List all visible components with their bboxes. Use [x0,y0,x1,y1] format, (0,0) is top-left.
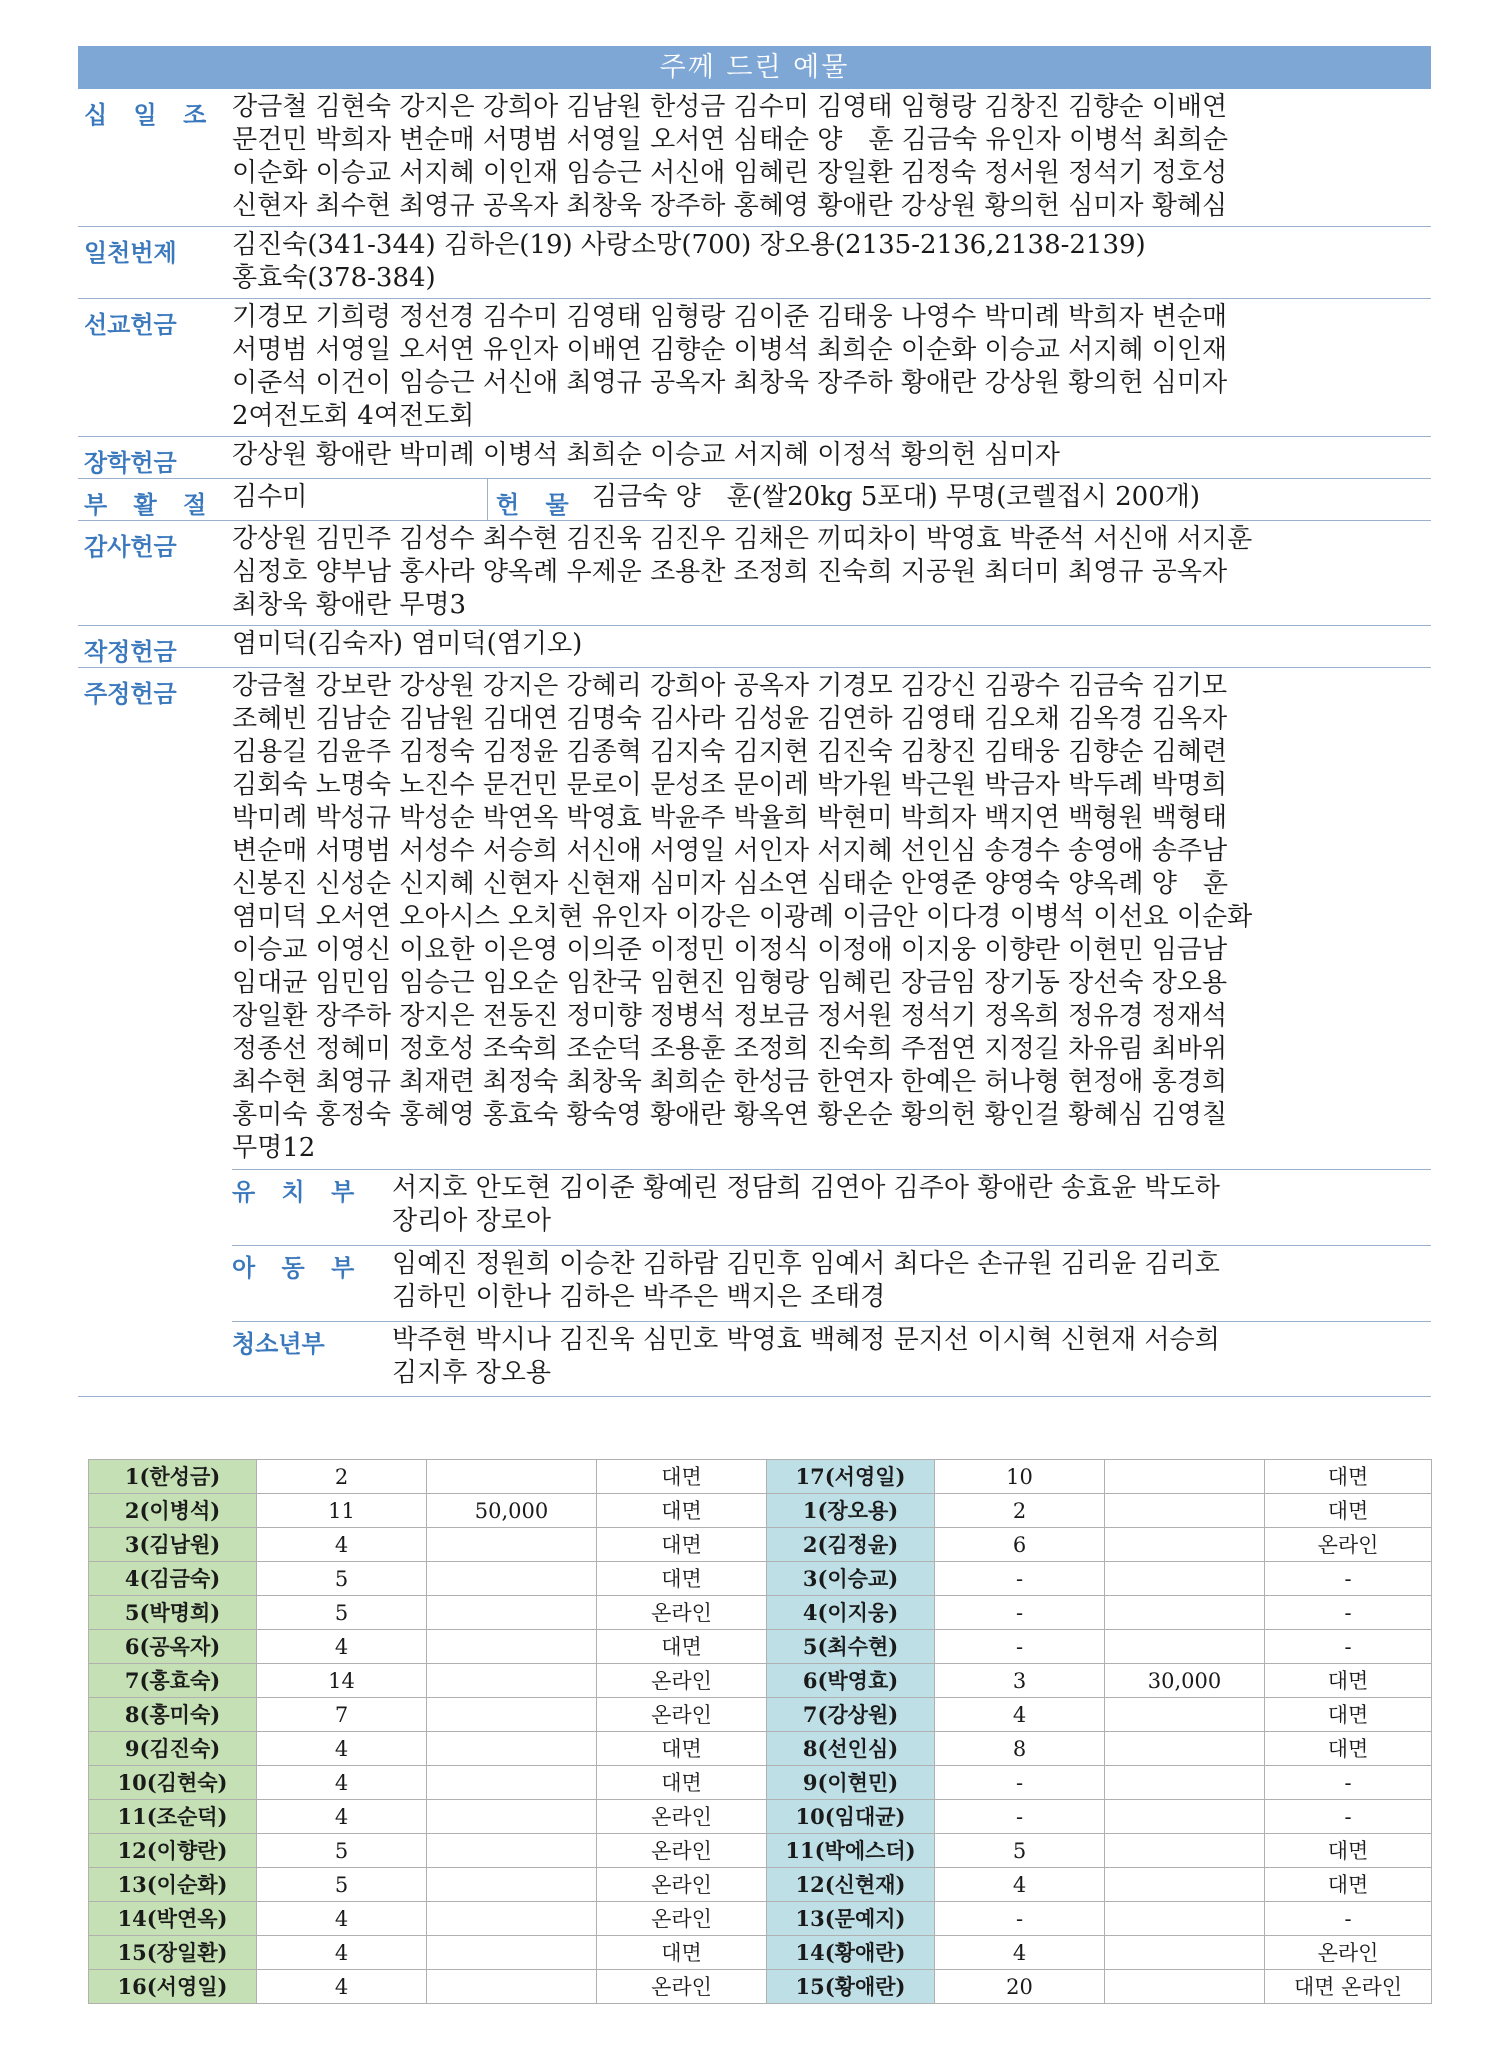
amount-cell [427,1834,597,1868]
count-cell: 5 [257,1834,427,1868]
group-name-cell: 10(임대균) [767,1800,935,1834]
count-cell: 4 [257,1800,427,1834]
table-row [89,1834,1432,1868]
name-line: 염미덕 오서연 오아시스 오치현 유인자 이강은 이광례 이금안 이다경 이병석 이선요 이순화 [232,902,1253,932]
group-name-cell: 4(김금숙) [89,1562,257,1596]
name-line: 장리아 장로아 [392,1206,551,1236]
group-name-cell: 10(김현숙) [89,1766,257,1800]
mode-cell: 대면 [1265,1834,1432,1868]
name-list [228,227,1431,298]
section-mission [78,299,1431,437]
count-cell: 2 [935,1494,1105,1528]
offering-goods-label: 헌 물 [496,491,578,519]
group-name-cell: 3(이승교) [767,1562,935,1596]
section-label: 감사헌금 [84,533,177,561]
mode-cell: 온라인 [597,1902,767,1936]
name-list [228,626,1431,667]
subsection-youth [232,1321,1431,1393]
count-cell: 4 [935,1698,1105,1732]
page-title: 주께 드린 예물 [78,46,1431,89]
amount-cell [427,1528,597,1562]
name-line: 서지호 안도현 김이준 황예린 정담희 김연아 김주아 황애란 송효윤 박도하 [392,1173,1220,1203]
group-name-cell: 6(공옥자) [89,1630,257,1664]
group-name-cell: 15(황애란) [767,1970,935,2004]
count-cell: 2 [257,1460,427,1494]
name-line: 최수현 최영규 최재련 최정숙 최창욱 최희순 한성금 한연자 한예은 허나형 현정애 홍경희 [232,1067,1228,1097]
group-name-cell: 12(신현재) [767,1868,935,1902]
section-label: 장학헌금 [84,449,177,477]
group-name-cell: 4(이지웅) [767,1596,935,1630]
section-easter [78,479,1431,521]
section-label: 일천번제 [84,239,177,267]
subsection-label: 청소년부 [232,1330,325,1358]
name-line: 임예진 정원희 이승찬 김하람 김민후 임예서 최다은 손규원 김리윤 김리호 [392,1249,1220,1279]
mode-cell: 대면 [597,1494,767,1528]
count-cell: 4 [935,1868,1105,1902]
name-line: 이준석 이건이 임승근 서신애 최영규 공옥자 최창욱 장주하 황애란 강상원 황의헌 심미자 [232,368,1228,398]
count-cell: 4 [257,1732,427,1766]
amount-cell [1105,1494,1265,1528]
count-cell: 4 [935,1936,1105,1970]
mode-cell: - [1265,1800,1432,1834]
amount-cell [1105,1766,1265,1800]
mode-cell: 대면 [1265,1732,1432,1766]
table-row [89,1902,1432,1936]
section-label: 작정헌금 [84,638,177,666]
name-list [228,299,1431,436]
mode-cell: 대면 [597,1562,767,1596]
count-cell: - [935,1766,1105,1800]
group-name-cell: 5(박명희) [89,1596,257,1630]
amount-cell [427,1732,597,1766]
name-line: 박주현 박시나 김진욱 심민호 박영효 백혜정 문지선 이시혁 신현재 서승희 [392,1325,1220,1355]
count-cell: 5 [935,1834,1105,1868]
mode-cell: 대면 [1265,1664,1432,1698]
count-cell: 4 [257,1766,427,1800]
group-name-cell: 3(김남원) [89,1528,257,1562]
group-name-cell: 5(최수현) [767,1630,935,1664]
name-line: 김하민 이한나 김하은 박주은 백지은 조태경 [392,1282,886,1312]
amount-cell [1105,1630,1265,1664]
name-line: 심정호 양부남 홍사라 양옥례 우제운 조용찬 조정희 진숙희 지공원 최더미 최영규 공옥자 [232,557,1228,587]
mode-cell: 온라인 [1265,1936,1432,1970]
mode-cell: 대면 [1265,1868,1432,1902]
name-line: 신봉진 신성순 신지혜 신현자 신현재 심미자 심소연 심태순 안영준 양영숙 양옥례 양 훈 [232,869,1228,899]
name-line: 김회숙 노명숙 노진수 문건민 문로이 문성조 문이레 박가원 박근원 박금자 박두례 박명희 [232,770,1228,800]
mode-cell: 온라인 [597,1800,767,1834]
name-line: 강상원 김민주 김성수 최수현 김진욱 김진우 김채은 끼띠차이 박영효 박준석 서신애 서지훈 [232,524,1253,554]
name-list [228,668,1431,1396]
group-name-cell: 9(김진숙) [89,1732,257,1766]
section-label: 주정헌금 [84,680,177,708]
count-cell: 3 [935,1664,1105,1698]
section-ilcheon [78,227,1431,299]
group-name-cell: 14(박연옥) [89,1902,257,1936]
count-cell: 7 [257,1698,427,1732]
name-list [392,1246,1431,1317]
section-tithe [78,89,1431,227]
name-line: 김지후 장오용 [392,1358,551,1388]
mode-cell: 대면 [1265,1494,1432,1528]
attendance-table [88,1459,1432,2004]
count-cell: - [935,1630,1105,1664]
amount-cell [1105,1800,1265,1834]
group-name-cell: 2(이병석) [89,1494,257,1528]
name-line: 김용길 김윤주 김정숙 김정윤 김종혁 김지숙 김지현 김진숙 김창진 김태웅 김향순 김혜련 [232,737,1228,767]
table-row [89,1562,1432,1596]
mode-cell: 온라인 [597,1664,767,1698]
mode-cell: - [1265,1596,1432,1630]
amount-cell [1105,1970,1265,2004]
group-name-cell: 6(박영효) [767,1664,935,1698]
table-row [89,1630,1432,1664]
name-line: 기경모 기희령 정선경 김수미 김영태 임형랑 김이준 김태웅 나영수 박미례 박희자 변순매 [232,302,1228,332]
amount-cell [427,1970,597,2004]
table-row [89,1664,1432,1698]
section-label: 부 활 절 [84,491,216,519]
group-name-cell: 8(선인심) [767,1732,935,1766]
table-row [89,1970,1432,2004]
section-label: 십 일 조 [84,101,216,129]
group-name-cell: 8(홍미숙) [89,1698,257,1732]
amount-cell [427,1562,597,1596]
group-name-cell: 12(이향란) [89,1834,257,1868]
amount-cell [427,1868,597,1902]
easter-names: 김수미 [228,479,488,520]
subsection-kindergarten [232,1169,1431,1241]
count-cell: - [935,1596,1105,1630]
amount-cell [1105,1732,1265,1766]
name-line: 강금철 김현숙 강지은 강희아 김남원 한성금 김수미 김영태 임형랑 김창진 김향순 이배연 [232,92,1228,122]
group-name-cell: 1(한성금) [89,1460,257,1494]
table-row [89,1936,1432,1970]
amount-cell [1105,1902,1265,1936]
name-line: 강상원 황애란 박미례 이병석 최희순 이승교 서지혜 이정석 황의헌 심미자 [232,440,1060,470]
mode-cell: 대면 [597,1630,767,1664]
mode-cell: - [1265,1630,1432,1664]
table-row [89,1732,1432,1766]
amount-cell [1105,1698,1265,1732]
name-line: 변순매 서명범 서성수 서승희 서신애 서영일 서인자 서지혜 선인심 송경수 송영애 송주남 [232,836,1228,866]
table-row [89,1494,1432,1528]
count-cell: 4 [257,1630,427,1664]
amount-cell [1105,1460,1265,1494]
count-cell: 10 [935,1460,1105,1494]
group-name-cell: 7(강상원) [767,1698,935,1732]
amount-cell [427,1698,597,1732]
subsection-label: 아 동 부 [232,1254,364,1282]
name-line: 신현자 최수현 최영규 공옥자 최창욱 장주하 홍혜영 황애란 강상원 황의헌 심미자 황혜심 [232,191,1228,221]
count-cell: 4 [257,1936,427,1970]
amount-cell [1105,1868,1265,1902]
count-cell: - [935,1800,1105,1834]
name-line: 홍효숙(378-384) [232,263,436,293]
mode-cell: 대면 [597,1766,767,1800]
easter-split [228,479,1431,520]
group-name-cell: 13(이순화) [89,1868,257,1902]
mode-cell: - [1265,1902,1432,1936]
amount-cell [427,1766,597,1800]
subsection-label: 유 치 부 [232,1178,364,1206]
name-list [228,89,1431,226]
mode-cell: 대면 온라인 [1265,1970,1432,2004]
mode-cell: 온라인 [597,1834,767,1868]
amount-cell [427,1936,597,1970]
name-list [228,521,1431,625]
group-name-cell: 9(이현민) [767,1766,935,1800]
name-line: 문건민 박희자 변순매 서명범 서영일 오서연 심태순 양 훈 김금숙 유인자 이병석 최희순 [232,125,1228,155]
name-line: 강금철 강보란 강상원 강지은 강혜리 강희아 공옥자 기경모 김강신 김광수 김금숙 김기모 [232,671,1228,701]
count-cell: 5 [257,1868,427,1902]
group-name-cell: 11(박에스더) [767,1834,935,1868]
count-cell: 5 [257,1596,427,1630]
count-cell: 14 [257,1664,427,1698]
count-cell: 4 [257,1970,427,2004]
count-cell: 6 [935,1528,1105,1562]
mode-cell: 대면 [597,1460,767,1494]
section-pledge [78,626,1431,668]
group-name-cell: 13(문예지) [767,1902,935,1936]
mode-cell: - [1265,1766,1432,1800]
amount-cell [1105,1562,1265,1596]
amount-cell: 50,000 [427,1494,597,1528]
amount-cell [427,1902,597,1936]
mode-cell: 온라인 [597,1596,767,1630]
section-scholarship [78,437,1431,479]
table-row [89,1868,1432,1902]
name-list [392,1170,1431,1241]
mode-cell: 온라인 [597,1868,767,1902]
table-row [89,1698,1432,1732]
group-name-cell: 14(황애란) [767,1936,935,1970]
name-line: 이승교 이영신 이요한 이은영 이의준 이정민 이정식 이정애 이지웅 이향란 이현민 임금남 [232,935,1228,965]
section-thanks [78,521,1431,626]
mode-cell: 온라인 [597,1698,767,1732]
name-line: 임대균 임민임 임승근 임오순 임찬국 임현진 임형랑 임혜린 장금임 장기동 장선숙 장오용 [232,968,1228,998]
count-cell: - [935,1902,1105,1936]
name-line: 무명12 [232,1133,316,1163]
name-line: 정종선 정혜미 정호성 조숙희 조순덕 조용훈 조정희 진숙희 주점연 지정길 차유림 최바위 [232,1034,1228,1064]
mode-cell: 대면 [1265,1460,1432,1494]
group-name-cell: 11(조순덕) [89,1800,257,1834]
name-line: 서명범 서영일 오서연 유인자 이배연 김향순 이병석 최희순 이순화 이승교 서지혜 이인재 [232,335,1228,365]
subsection-children [232,1245,1431,1317]
group-name-cell: 15(장일환) [89,1936,257,1970]
name-line: 홍미숙 홍정숙 홍혜영 홍효숙 황숙영 황애란 황옥연 황온순 황의헌 황인걸 황혜심 김영칠 [232,1100,1228,1130]
mode-cell: 대면 [597,1732,767,1766]
count-cell: 20 [935,1970,1105,2004]
mode-cell: 대면 [1265,1698,1432,1732]
count-cell: 4 [257,1902,427,1936]
group-name-cell: 7(홍효숙) [89,1664,257,1698]
name-line: 조혜빈 김남순 김남원 김대연 김명숙 김사라 김성윤 김연하 김영태 김오채 김옥경 김옥자 [232,704,1228,734]
count-cell: 4 [257,1528,427,1562]
count-cell: 8 [935,1732,1105,1766]
amount-cell [427,1664,597,1698]
mode-cell: - [1265,1562,1432,1596]
count-cell: 11 [257,1494,427,1528]
table-row [89,1766,1432,1800]
section-weekly [78,668,1431,1397]
amount-cell [427,1460,597,1494]
section-label: 선교헌금 [84,311,177,339]
name-list [392,1322,1431,1393]
offering-goods-list: 김금숙 양 훈(쌀20kg 5포대) 무명(코렐접시 200개) [592,482,1201,512]
group-name-cell: 17(서영일) [767,1460,935,1494]
count-cell: - [935,1562,1105,1596]
table-row [89,1528,1432,1562]
amount-cell [1105,1528,1265,1562]
offerings-document [78,46,1431,1397]
name-line: 최창욱 황애란 무명3 [232,590,466,620]
name-line: 박미례 박성규 박성순 박연옥 박영효 박윤주 박율희 박현미 박희자 백지연 백형원 백형태 [232,803,1228,833]
amount-cell [427,1800,597,1834]
name-line: 이순화 이승교 서지혜 이인재 임승근 서신애 임혜린 장일환 김정숙 정서원 정석기 정호성 [232,158,1228,188]
table-row [89,1800,1432,1834]
amount-cell [427,1596,597,1630]
name-list [228,437,1431,478]
table-row [89,1460,1432,1494]
amount-cell [427,1630,597,1664]
amount-cell [1105,1936,1265,1970]
mode-cell: 대면 [597,1528,767,1562]
amount-cell: 30,000 [1105,1664,1265,1698]
mode-cell: 대면 [597,1936,767,1970]
name-line: 염미덕(김숙자) 염미덕(염기오) [232,629,583,659]
group-name-cell: 1(장오용) [767,1494,935,1528]
name-line: 2여전도회 4여전도회 [232,401,475,431]
mode-cell: 온라인 [1265,1528,1432,1562]
name-line: 장일환 장주하 장지은 전동진 정미향 정병석 정보금 정서원 정석기 정옥희 정유경 정재석 [232,1001,1228,1031]
amount-cell [1105,1596,1265,1630]
group-name-cell: 16(서영일) [89,1970,257,2004]
table-row [89,1596,1432,1630]
amount-cell [1105,1834,1265,1868]
group-name-cell: 2(김정윤) [767,1528,935,1562]
name-line: 김진숙(341-344) 김하은(19) 사랑소망(700) 장오용(2135-2136,2138-2139) [232,230,1146,260]
mode-cell: 온라인 [597,1970,767,2004]
count-cell: 5 [257,1562,427,1596]
